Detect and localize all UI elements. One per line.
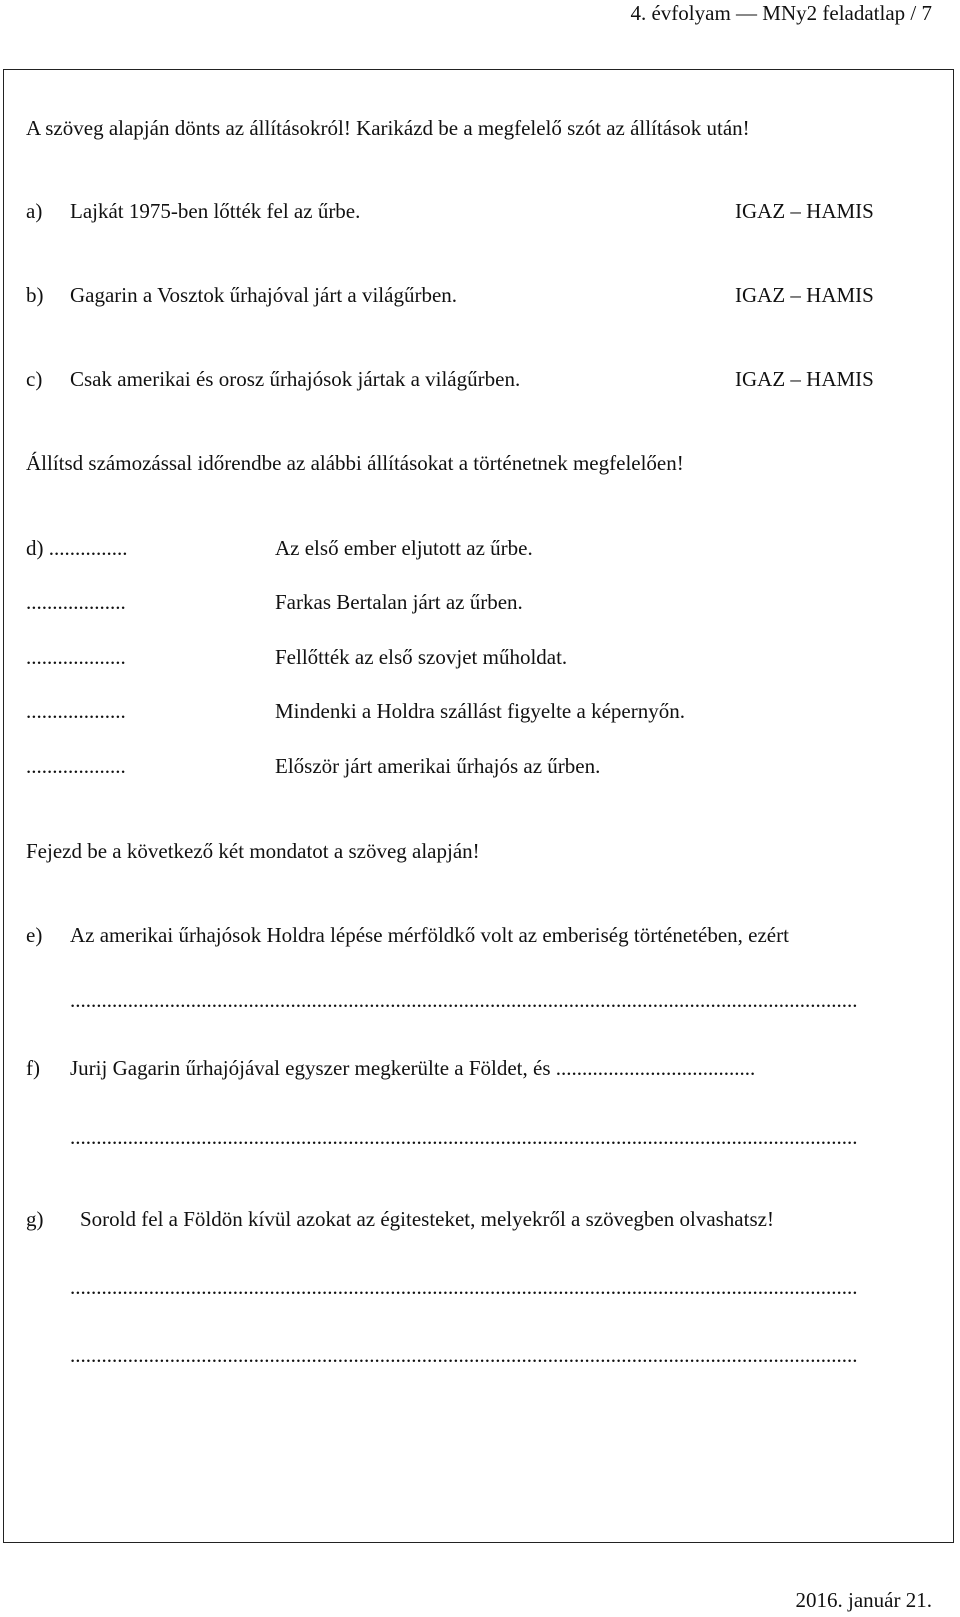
item-label-f: f) (26, 1056, 40, 1080)
true-false-options[interactable]: IGAZ – HAMIS (735, 283, 874, 307)
order-number-blank[interactable]: ................... (26, 590, 126, 614)
order-number-blank[interactable]: ................... (26, 645, 126, 669)
item-label-g: g) (26, 1207, 44, 1231)
page-footer-date: 2016. január 21. (795, 1588, 932, 1612)
item-label: a) (26, 199, 43, 223)
item-statement: Csak amerikai és orosz űrhajósok jártak a világűrben. (70, 367, 521, 391)
item-label-e: e) (26, 923, 43, 947)
item-label: b) (26, 283, 44, 307)
order-statement: Az első ember eljutott az űrbe. (275, 536, 533, 560)
sentence-e: Az amerikai űrhajósok Holdra lépése mérföldkő volt az emberiség történetében, ezért (70, 923, 789, 947)
task3-instruction: Fejezd be a következő két mondatot a szöveg alapján! (26, 839, 480, 863)
answer-line-f[interactable]: ...................................................................................................................................................... (70, 1125, 858, 1149)
order-number-blank[interactable]: ................... (26, 754, 126, 778)
task1-instruction: A szöveg alapján dönts az állításokról! Karikázd be a megfelelő szót az állítások után! (26, 116, 750, 140)
item-statement: Gagarin a Vosztok űrhajóval járt a világűrben. (70, 283, 458, 307)
exercise-box (3, 69, 954, 1543)
true-false-options[interactable]: IGAZ – HAMIS (735, 199, 874, 223)
order-number-blank[interactable]: d) ............... (26, 536, 128, 560)
item-statement: Lajkát 1975-ben lőtték fel az űrbe. (70, 199, 361, 223)
order-number-blank[interactable]: ................... (26, 699, 126, 723)
sentence-g: Sorold fel a Földön kívül azokat az égitesteket, melyekről a szövegben olvashatsz! (80, 1207, 774, 1231)
order-statement: Először járt amerikai űrhajós az űrben. (275, 754, 601, 778)
answer-line-g2[interactable]: ...................................................................................................................................................... (70, 1343, 858, 1367)
true-false-options[interactable]: IGAZ – HAMIS (735, 367, 874, 391)
task2-instruction: Állítsd számozással időrendbe az alábbi állításokat a történetnek megfelelően! (26, 451, 684, 475)
page-header: 4. évfolyam — MNy2 feladatlap / 7 (630, 1, 932, 25)
answer-line-e[interactable]: ...................................................................................................................................................... (70, 988, 858, 1012)
item-label: c) (26, 367, 43, 391)
answer-line-g1[interactable]: ...................................................................................................................................................... (70, 1275, 858, 1299)
order-statement: Fellőtték az első szovjet műholdat. (275, 645, 568, 669)
order-statement: Farkas Bertalan járt az űrben. (275, 590, 523, 614)
sentence-f[interactable]: Jurij Gagarin űrhajójával egyszer megkerülte a Földet, és ...................................... (70, 1056, 756, 1080)
order-statement: Mindenki a Holdra szállást figyelte a képernyőn. (275, 699, 685, 723)
